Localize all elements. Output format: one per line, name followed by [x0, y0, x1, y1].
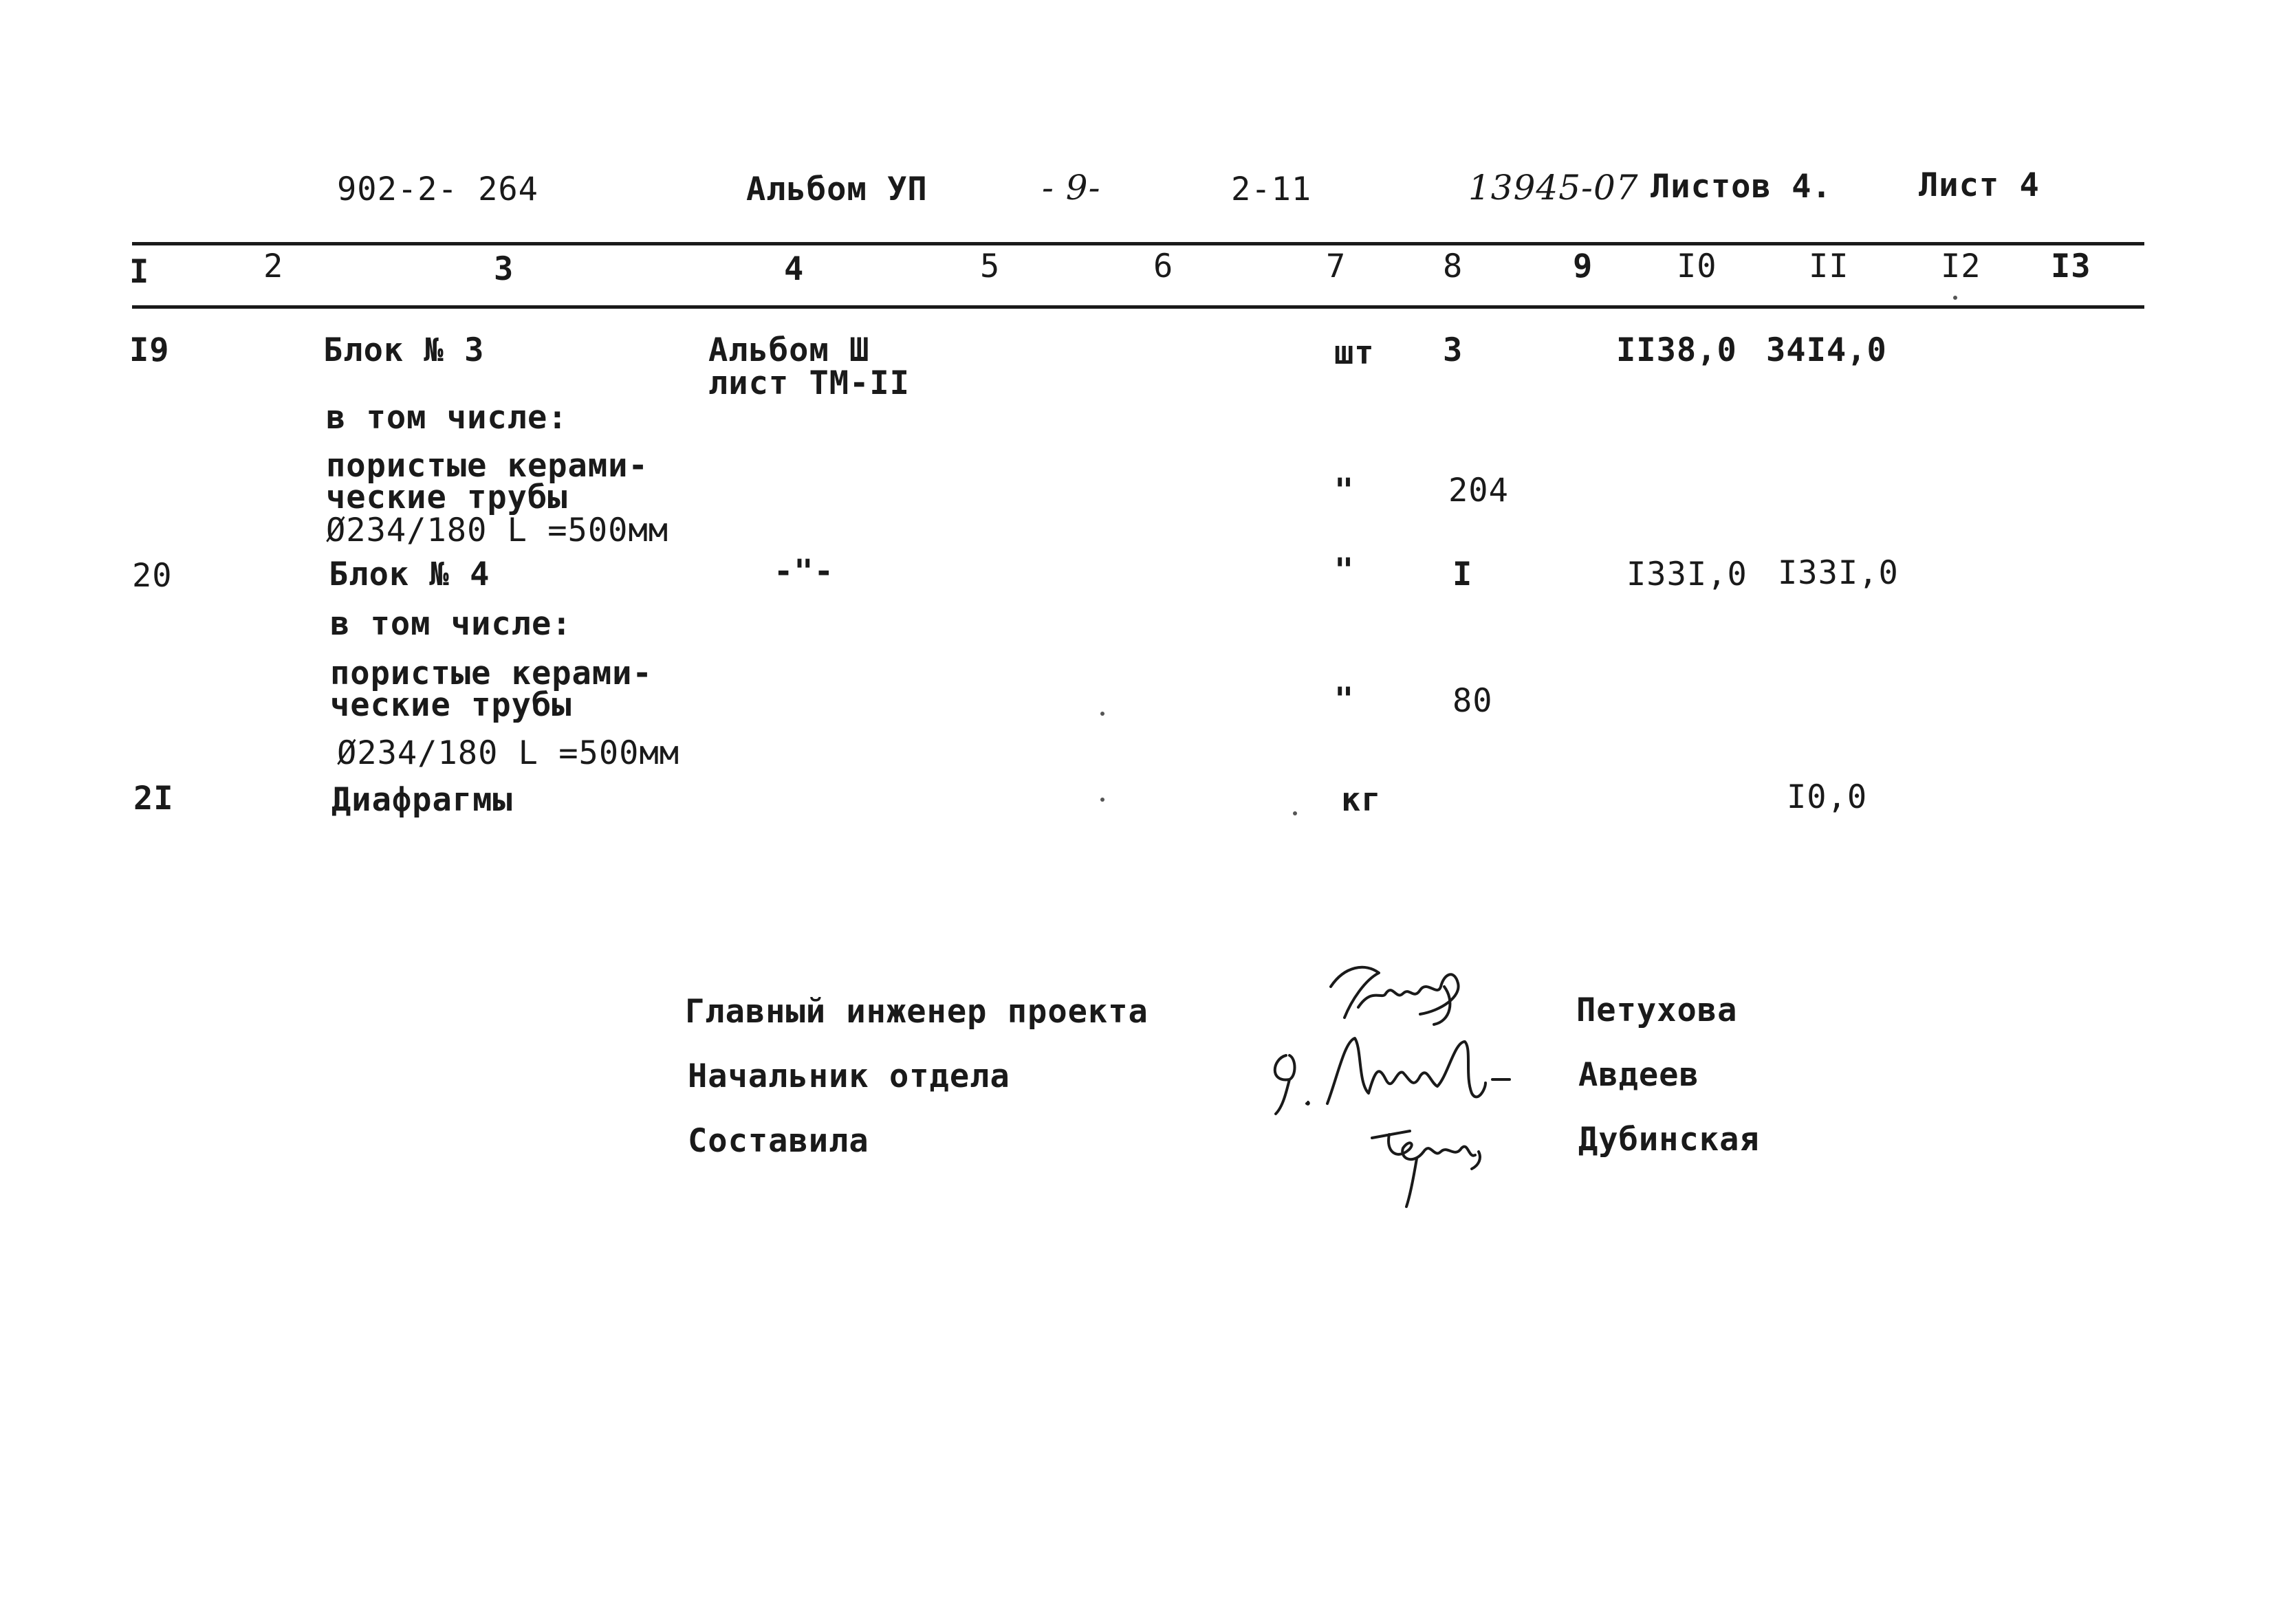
col-num: I0 — [1677, 248, 1717, 285]
col-num: 8 — [1443, 248, 1463, 285]
row-unit-mass: I33I,0 — [1626, 556, 1748, 593]
row-quantity: 3 — [1443, 331, 1463, 369]
col-num: 9 — [1573, 248, 1593, 285]
col-num: I2 — [1941, 248, 1981, 285]
col-num: I — [129, 253, 150, 291]
row-unit: кг — [1341, 781, 1382, 819]
sheets-total: Листов 4. — [1651, 168, 1832, 206]
including-label: в том числе: — [330, 605, 572, 643]
signature-role: Главный инженер проекта — [685, 993, 1149, 1031]
row-total-mass: I33I,0 — [1778, 554, 1899, 592]
including-label: в том числе: — [326, 399, 568, 437]
sub-item-line: ческие трубы — [330, 686, 572, 724]
row-unit: шт — [1334, 334, 1375, 372]
col-num: II — [1809, 248, 1849, 285]
header-rule-bottom — [132, 305, 2144, 309]
sub-item-quantity: 204 — [1448, 472, 1509, 509]
row-name: Диафрагмы — [331, 781, 513, 819]
sub-item-line: пористые керами- — [330, 655, 653, 692]
row-reference: Альбом Ш — [708, 331, 870, 369]
row-reference: -"- — [774, 553, 834, 591]
paper-speck — [1293, 811, 1297, 815]
signature-role: Составила — [688, 1122, 869, 1160]
col-num: 6 — [1153, 248, 1174, 285]
row-quantity: I — [1452, 556, 1473, 593]
signature-name: Авдеев — [1578, 1056, 1699, 1094]
signature-name: Дубинская — [1578, 1121, 1760, 1159]
album-label: Альбом УП — [746, 171, 928, 208]
col-num: 2 — [263, 248, 284, 285]
row-reference: лист ТМ-II — [708, 364, 910, 402]
sub-item-dimension: Ø234/180 L =500мм — [326, 512, 669, 549]
row-total-mass: I0,0 — [1787, 778, 1868, 816]
sub-item-line: ческие трубы — [326, 479, 568, 516]
signature-name: Петухова — [1576, 991, 1738, 1029]
page-number: - 9- — [1042, 168, 1101, 208]
signature-role: Начальник отдела — [688, 1057, 1010, 1095]
handwritten-signature — [1259, 1028, 1547, 1124]
handwritten-signature — [1358, 1110, 1510, 1214]
paper-speck — [1100, 798, 1104, 802]
col-num: 5 — [980, 248, 1001, 285]
col-num: 4 — [784, 250, 805, 288]
col-num: I3 — [2051, 248, 2091, 285]
paper-speck — [1953, 296, 1957, 300]
row-unit-mass: II38,0 — [1616, 331, 1737, 369]
row-total-mass: 34I4,0 — [1766, 331, 1887, 369]
handwritten-signature — [1317, 959, 1482, 1035]
header-rule-top — [132, 242, 2144, 245]
col-num: 7 — [1326, 248, 1347, 285]
row-name: Блок № 3 — [323, 331, 485, 369]
col-num: 3 — [494, 250, 514, 288]
doc-code: 902-2- 264 — [337, 171, 538, 208]
inventory-number: 13945-07 — [1468, 168, 1639, 208]
sub-item-unit: " — [1334, 472, 1355, 509]
row-unit: " — [1334, 551, 1355, 589]
row-number: 20 — [132, 557, 173, 595]
sub-item-dimension: Ø234/180 L =500мм — [337, 734, 680, 772]
code-2: 2-11 — [1231, 171, 1312, 208]
sub-item-quantity: 80 — [1452, 682, 1493, 720]
sheet-number: Лист 4 — [1919, 166, 2040, 204]
sub-item-unit: " — [1334, 681, 1355, 718]
paper-speck — [1100, 712, 1104, 716]
row-name: Блок № 4 — [329, 556, 490, 593]
row-number: 2I — [133, 780, 174, 818]
row-number: I9 — [129, 331, 170, 369]
sub-item-line: пористые керами- — [326, 447, 649, 485]
